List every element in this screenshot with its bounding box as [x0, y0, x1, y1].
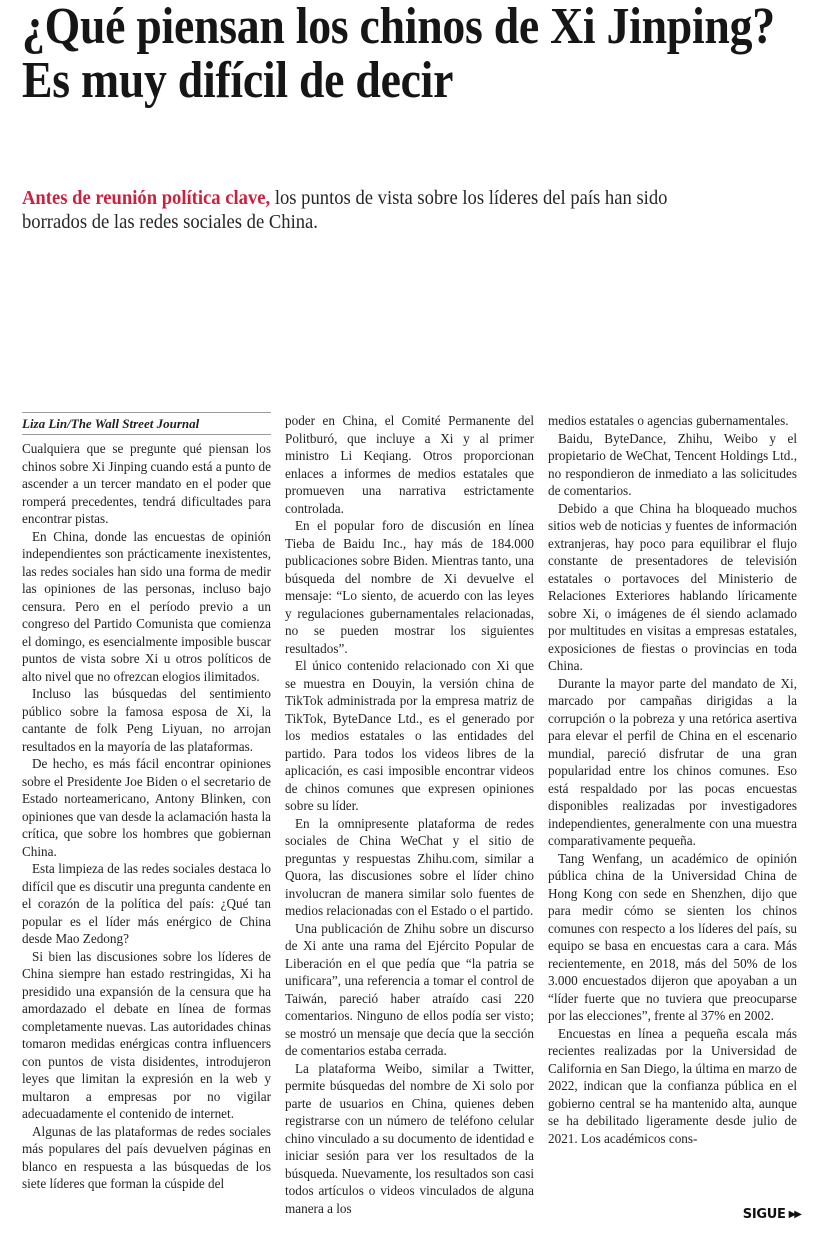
- paragraph: poder en China, el Comité Permanente del Politburó, que incluye a Xi y al primer ministro Li Keqiang. Otros proporcionan enlaces a informes de medios estatales que promueven una narrativa estrictamente controlada.: [285, 413, 534, 516]
- paragraph: Una publicación de Zhihu sobre un discurso de Xi ante una rama del Ejército Popular de Liberación en el que pedía que “la patria se unificara”, una referencia a tomar el control de Taiwán, pareció haber atraído casi 220 comentarios. Ninguno de ellos podía ser visto; se mostró un mensaje que decía que la sección de comentarios estaba cerrada.: [285, 920, 534, 1058]
- article-body: [22, 412, 798, 1217]
- dek-text: los puntos de vista sobre los líderes del país han sido borrados de las redes sociales de China.: [22, 187, 668, 233]
- paragraph: Si bien las discusiones sobre los líderes de China siempre han estado restringidas, Xi ha presidido una expansión de la censura que ha amordazado el debate en línea de formas completamente nuevas. Las autoridades chinas tomaron medidas enérgicas contra influencers con puntos de vista disidentes, introdujeron leyes que limitan la expresión en la web y multaron a empresas por no vigilar adecuadamente el contenido de internet.: [22, 948, 271, 1121]
- paragraph: Durante la mayor parte del mandato de Xi, marcado por campañas dirigidas a la corrupción o la pobreza y una retórica asertiva para elevar el perfil de China en el escenario mundial, pareció disfrutar de una gran popularidad entre los chinos comunes. Eso está respaldado por las pocas encuestas disponibles realizadas por investigadores independientes, generalmente con una muestra comparativamente pequeña.: [548, 675, 797, 848]
- paragraph: Algunas de las plataformas de redes sociales más populares del país devuelven páginas en blanco en respuesta a las búsquedas de los siete líderes que forman la cúspide del: [22, 1123, 271, 1191]
- paragraph: Baidu, ByteDance, Zhihu, Weibo y el propietario de WeChat, Tencent Holdings Ltd., no respondieron de inmediato a las solicitudes de comentarios.: [548, 430, 797, 498]
- column-3: [548, 412, 797, 1217]
- paragraph: Incluso las búsquedas del sentimiento público sobre la famosa esposa de Xi, la cantante de folk Peng Liyuan, no arrojan resultados en la mayoría de las plataformas.: [22, 686, 271, 754]
- paragraph: De hecho, es más fácil encontrar opiniones sobre el Presidente Joe Biden o el secretario de Estado norteamericano, Antony Blinken, con opiniones que van desde la aclamación hasta la crítica, que sobre los hombres que gobiernan China.: [22, 756, 271, 859]
- dek: [22, 186, 692, 234]
- headline: ¿Qué piensan los chinos de Xi Jinping? Es muy difícil de decir: [22, 0, 775, 109]
- byline: Liza Lin/The Wall Street Journal: [22, 412, 271, 435]
- column-2: [285, 412, 534, 1217]
- paragraph: Esta limpieza de las redes sociales destaca lo difícil que es discutir una pregunta candente en el corazón de la política del país: ¿Qué tan popular es el líder más enérgico de China desde Mao Zedong?: [22, 861, 271, 946]
- paragraph: Cualquiera que se pregunte qué piensan los chinos sobre Xi Jinping cuando está a punto de ascender a un tercer mandato en el poder que romperá precedentes, tendrá dificultades para encontrar pistas.: [22, 441, 271, 526]
- paragraph: Tang Wenfang, un académico de opinión pública china de la Universidad China de Hong Kong con sede en Shenzhen, dijo que para medir cómo se sienten los chinos comunes con respecto a los líderes del país, su equipo se basa en encuestas cara a cara. Más recientemente, en 2018, más del 50% de los 3.000 encuestados dijeron que apoyaban a un “líder fuerte que no tuviera que preocuparse por las elecciones”, frente al 37% en 2002.: [548, 850, 797, 1023]
- continued-marker: [743, 1207, 800, 1222]
- double-play-arrow-icon: ▶▶: [788, 1209, 800, 1220]
- continued-label: SIGUE: [742, 1207, 786, 1222]
- paragraph: En la omnipresente plataforma de redes sociales de China WeChat y el sitio de preguntas y respuestas Zhihu.com, similar a Quora, las discusiones sobre el líder chino involucran de manera similar solo fuentes de medios relacionadas con el Estado o el partido.: [285, 815, 534, 918]
- paragraph: La plataforma Weibo, similar a Twitter, permite búsquedas del nombre de Xi solo por parte de usuarios en China, quienes deben registrarse con un número de teléfono celular chino vinculado a su documento de identidad e iniciar sesión para ver los resultados de la búsqueda. Nuevamente, los resultados son casi todos artículos o videos vinculados de alguna manera a los: [285, 1060, 534, 1216]
- paragraph: medios estatales o agencias gubernamentales.: [548, 413, 789, 428]
- paragraph: En el popular foro de discusión en línea Tieba de Baidu Inc., hay más de 184.000 publicaciones sobre Biden. Mientras tanto, una búsqueda del nombre de Xi devuelve el mensaje: “Lo siento, de acuerdo con las leyes y regulaciones gubernamentales relacionadas, no se pueden mostrar los siguientes resultados”.: [285, 518, 534, 656]
- paragraph: El único contenido relacionado con Xi que se muestra en Douyin, la versión china de TikTok administrada por la empresa matriz de TikTok, ByteDance Ltd., es el generado por los medios estatales o las entidades del partido. Para todos los videos libres de la aplicación, es casi imposible encontrar videos de chinos comunes que expresen opiniones sobre su líder.: [285, 658, 534, 813]
- dek-kicker: Antes de reunión política clave,: [22, 187, 271, 209]
- column-1: [22, 412, 271, 1217]
- paragraph: Encuestas en línea a pequeña escala más recientes realizadas por la Universidad de California en San Diego, la última en marzo de 2022, indican que la confianza pública en el gobierno central se ha mantenido alta, aunque se ha debilitado ligeramente desde julio de 2021. Los académicos cons-: [548, 1025, 797, 1146]
- paragraph: Debido a que China ha bloqueado muchos sitios web de noticias y fuentes de información extranjeras, hay poco para equilibrar el flujo constante de presentadores de televisión estatales o portavoces del Ministerio de Relaciones Exteriores hablando líricamente sobre Xi, o imágenes de él siendo aclamado por multitudes en visitas a empresas estatales, exposiciones de fiestas o provincias en toda China.: [548, 500, 797, 673]
- paragraph: En China, donde las encuestas de opinión independientes son prácticamente inexistentes, las redes sociales han sido una forma de medir las opiniones de las personas, incluso bajo censura. Pero en el período previo a un congreso del Partido Comunista que comienza el domingo, es esencialmente imposible buscar puntos de vista sobre Xi u otros políticos de alto nivel que no ofrezcan elogios ilimitados.: [22, 528, 271, 684]
